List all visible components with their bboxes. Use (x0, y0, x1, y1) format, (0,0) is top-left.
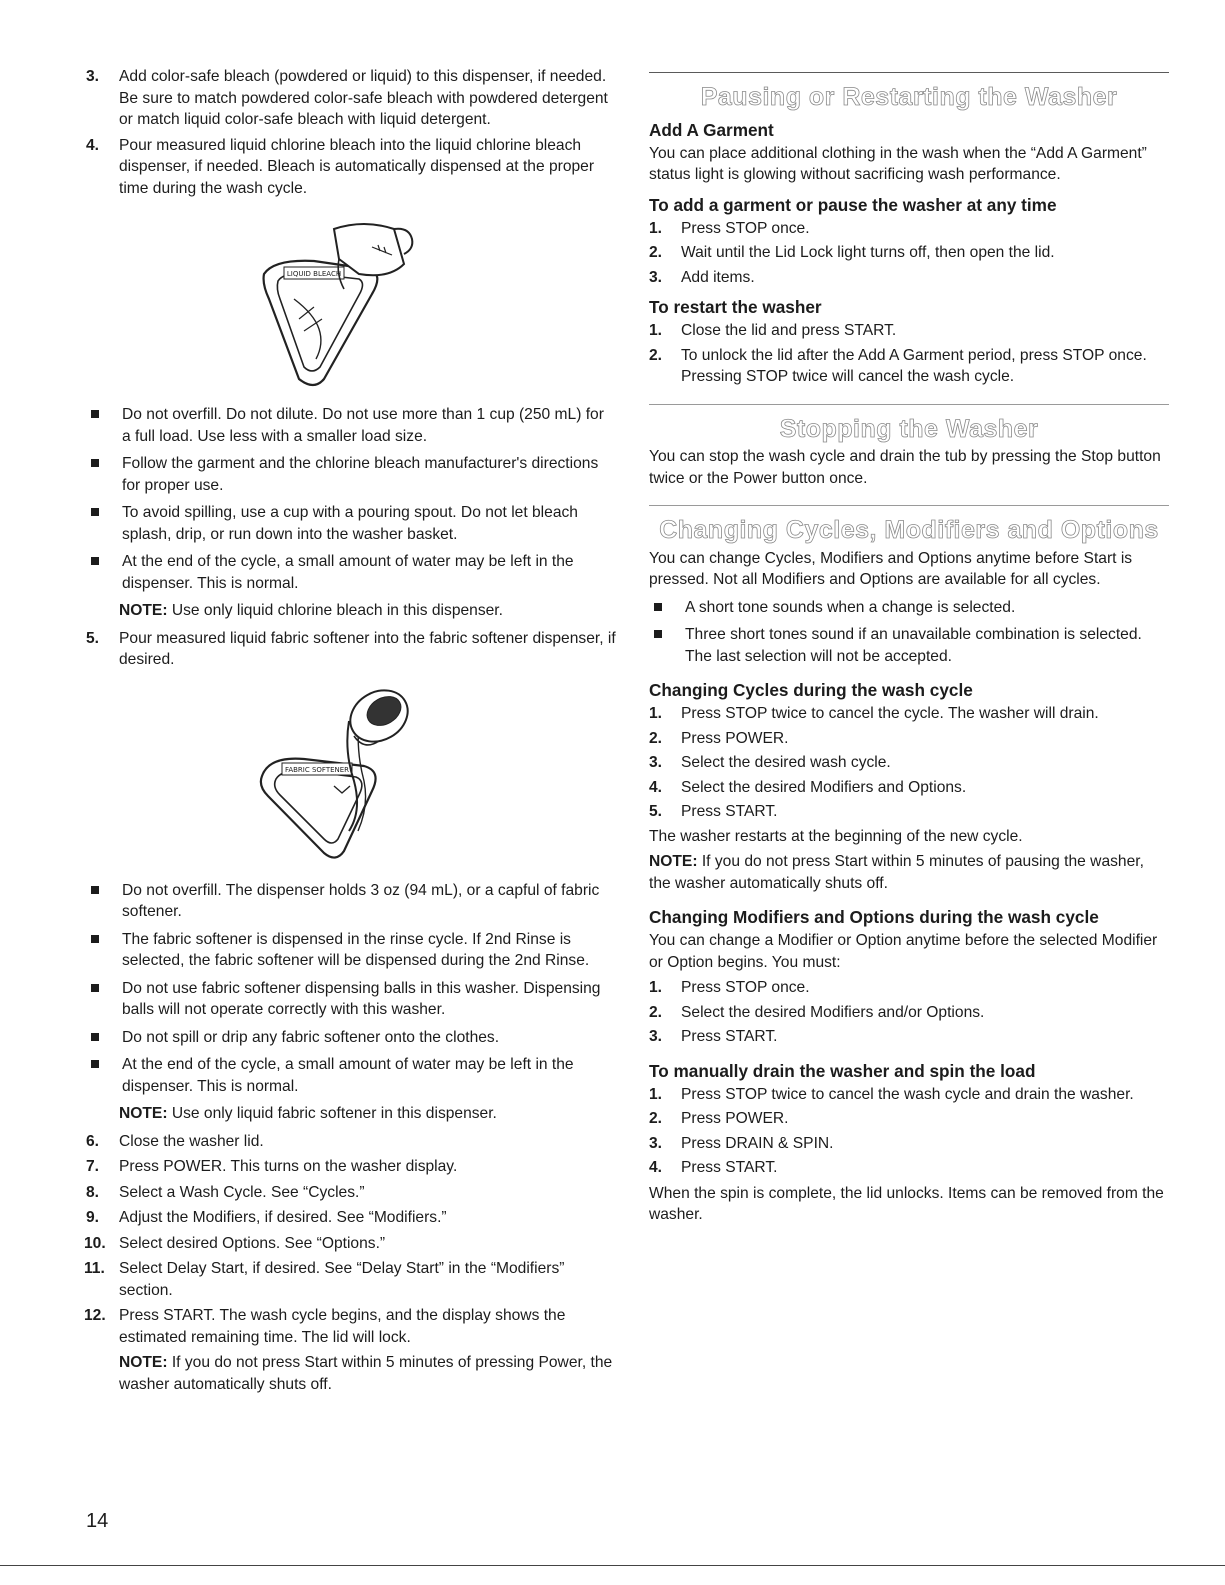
add-garment-text: You can place additional clothing in the wash when the “Add A Garment” status light is glowing without sacrificing wash performance. (649, 144, 1147, 183)
cycles-step: 4. Select the desired Modifiers and Options. (649, 778, 967, 796)
modifiers-text: You can change a Modifier or Option anytime before the selected Modifier or Option begins. You must: (649, 932, 1158, 971)
softener-bullet: At the end of the cycle, a small amount of water may be left in the dispenser. This is normal. (86, 1054, 616, 1097)
cycles-step: 2. Press POWER. (649, 729, 789, 747)
svg-text:FABRIC SOFTENER: FABRIC SOFTENER (284, 765, 350, 774)
restart-heading: To restart the washer (649, 297, 822, 317)
restart-step: 1. Close the lid and press START. (649, 322, 897, 339)
stopping-text: You can stop the wash cycle and drain the tub by pressing the Stop button twice or the Power button once. (649, 448, 1161, 487)
step-12: 12. Press START. The wash cycle begins, and the display shows the estimated remaining time. The lid will lock. (84, 1307, 566, 1346)
bleach-dispenser-illustration (254, 219, 434, 394)
changing-bullet: A short tone sounds when a change is selected. (649, 597, 1169, 619)
drain-step: 2. Press POWER. (649, 1110, 789, 1127)
pause-step: 3. Add items. (649, 268, 755, 286)
pause-step: 1. Press STOP once. (649, 219, 810, 237)
softener-note: NOTE: Use only liquid fabric softener in this dispenser. (119, 1105, 497, 1122)
step-11: 11. Select Delay Start, if desired. See “Delay Start” in the “Modifiers” section. (84, 1260, 565, 1299)
changing-bullet: Three short tones sound if an unavailable combination is selected. The last selection will not be accepted. (649, 624, 1169, 667)
drain-step: 1. Press STOP twice to cancel the wash cycle and drain the washer. (649, 1085, 1134, 1103)
softener-bullet: The fabric softener is dispensed in the rinse cycle. If 2nd Rinse is selected, the fabric softener will be dispensed during the 2nd Rinse. (86, 929, 616, 972)
changing-text: You can change Cycles, Modifiers and Options anytime before Start is pressed. Not all Modifiers and Options are available for all cycles. (649, 549, 1133, 588)
final-note: NOTE: If you do not press Start within 5 minutes of pressing Power, the washer automatically shuts off. (119, 1354, 613, 1393)
section-divider (649, 72, 1169, 73)
section-title-stopping: Stopping the Washer (779, 414, 1039, 443)
right-column (649, 72, 1169, 1226)
drain-step: 4. Press START. (649, 1159, 778, 1176)
drain-text: When the spin is complete, the lid unlocks. Items can be removed from the washer. (649, 1184, 1164, 1223)
step-number: 4. (86, 136, 100, 154)
step-number: 3. (86, 68, 100, 85)
step-text: Add color-safe bleach (powdered or liquid) to this dispenser, if needed. Be sure to match powdered color-safe bleach with powdered detergent or match liquid color-safe bleach with liquid detergent. (119, 68, 608, 128)
modifiers-step: 2. Select the desired Modifiers and/or Options. (649, 1003, 985, 1021)
changing-note: NOTE: If you do not press Start within 5 minutes of pausing the washer, the washer automatically shuts off. (649, 853, 1144, 892)
softener-bullet: Do not overfill. The dispenser holds 3 oz (94 mL), or a capful of fabric softener. (86, 880, 616, 923)
bleach-bullet: Do not overfill. Do not dilute. Do not use more than 1 cup (250 mL) for a full load. Use less with a smaller load size. (86, 404, 616, 447)
step-text: Pour measured liquid chlorine bleach into the liquid chlorine bleach dispenser, if needed. Bleach is automatically dispensed at the proper time during the wash cycle. (119, 136, 595, 197)
drain-heading: To manually drain the washer and spin the load (649, 1060, 1036, 1081)
bleach-bullet: To avoid spilling, use a cup with a pouring spout. Do not let bleach splash, drip, or run down into the washer basket. (86, 502, 616, 545)
softener-bullet: Do not use fabric softener dispensing balls in this washer. Dispensing balls will not operate correctly with this washer. (86, 978, 616, 1021)
step-7: 7. Press POWER. This turns on the washer display. (86, 1158, 458, 1175)
section-divider (649, 404, 1169, 405)
bleach-bullet: Follow the garment and the chlorine bleach manufacturer's directions for proper use. (86, 453, 616, 496)
step-6: 6. Close the washer lid. (86, 1132, 264, 1150)
page-bottom-rule (0, 1565, 1225, 1566)
section-title-pausing: Pausing or Restarting the Washer (700, 83, 1118, 111)
step-4 (86, 135, 616, 200)
cycles-step: 3. Select the desired wash cycle. (649, 754, 891, 771)
left-column (86, 66, 616, 1401)
modifiers-step: 1. Press STOP once. (649, 979, 810, 996)
pause-step: 2. Wait until the Lid Lock light turns off, then open the lid. (649, 244, 1055, 261)
fabric-softener-dispenser-illustration (254, 681, 434, 866)
svg-text:LIQUID BLEACH: LIQUID BLEACH (286, 270, 342, 278)
bleach-note: NOTE: Use only liquid chlorine bleach in this dispenser. (119, 602, 503, 619)
softener-label (282, 763, 352, 775)
section-title-changing: Changing Cycles, Modifiers and Options (659, 516, 1159, 544)
step-5 (86, 628, 616, 671)
add-garment-heading: Add A Garment (649, 119, 774, 140)
cycles-step: 5. Press START. (649, 803, 778, 820)
step-3 (86, 66, 616, 131)
page-number: 14 (86, 1510, 109, 1532)
step-8: 8. Select a Wash Cycle. See “Cycles.” (86, 1183, 365, 1201)
softener-bullet: Do not spill or drip any fabric softener onto the clothes. (86, 1027, 616, 1049)
cycles-step: 1. Press STOP twice to cancel the cycle. The washer will drain. (649, 705, 1099, 722)
changing-cycles-heading: Changing Cycles during the wash cycle (649, 680, 973, 700)
pause-heading: To add a garment or pause the washer at any time (649, 194, 1057, 215)
drain-step: 3. Press DRAIN & SPIN. (649, 1134, 834, 1152)
step-10: 10. Select desired Options. See “Options.” (84, 1234, 386, 1252)
step-number: 5. (86, 629, 100, 647)
bleach-label (284, 267, 344, 279)
step-text: Pour measured liquid fabric softener into the fabric softener dispenser, if desired. (119, 629, 616, 668)
restart-step: 2. To unlock the lid after the Add A Garment period, press STOP once. Pressing STOP twice will cancel the wash cycle. (649, 346, 1147, 385)
section-divider (649, 505, 1169, 506)
bleach-bullet: At the end of the cycle, a small amount of water may be left in the dispenser. This is normal. (86, 551, 616, 594)
step-9: 9. Adjust the Modifiers, if desired. See “Modifiers.” (86, 1209, 447, 1226)
modifiers-step: 3. Press START. (649, 1028, 778, 1045)
changing-modifiers-heading: Changing Modifiers and Options during the wash cycle (649, 907, 1099, 927)
restart-text: The washer restarts at the beginning of the new cycle. (649, 827, 1023, 845)
